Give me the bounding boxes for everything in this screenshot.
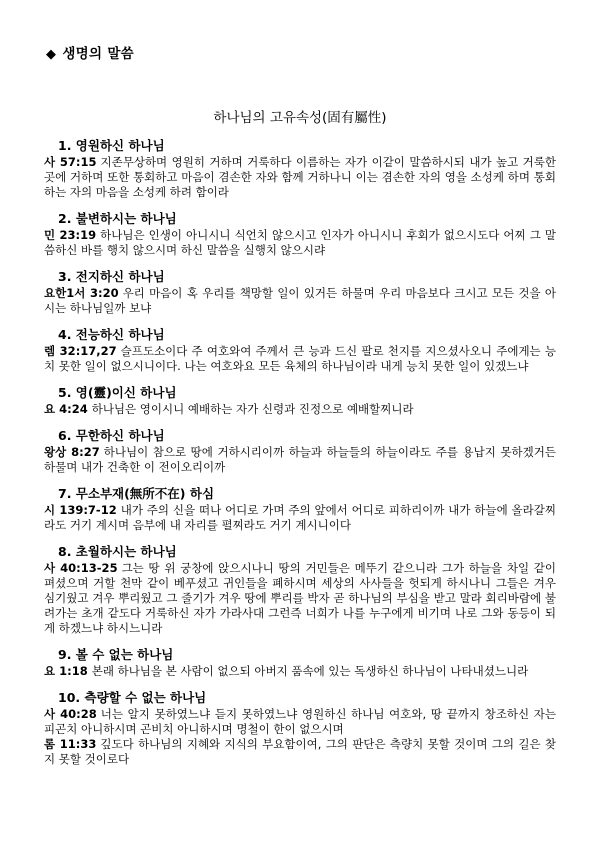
verse	[44, 402, 556, 417]
verse	[44, 737, 556, 767]
attribute-section	[44, 327, 556, 374]
attribute-section	[44, 544, 556, 636]
attribute-section	[44, 211, 556, 258]
section-body	[44, 707, 556, 767]
section-body	[44, 402, 556, 417]
section-heading: 10. 측량할 수 없는 하나님	[58, 690, 207, 705]
verse	[44, 445, 556, 475]
page-title: 하나님의 고유속성(固有屬性)	[213, 110, 387, 126]
verse-text: 하나님이 참으로 땅에 거하시리이까 하늘과 하늘들의 하늘이라도 주를 용납지 못하겠거든 하물며 내가 건축한 이 전이오리이까	[44, 445, 556, 474]
verse-text: 지존무상하며 영원히 거하며 거룩하다 이름하는 자가 이같이 말씀하시되 내가 높고 거룩한 곳에 거하며 또한 통회하고 마음이 겸손한 자와 함께 거하나니 이는 겸손한 자의 영을 소성케 하며 통회하는 자의 마음을 소성케 하려 함이라	[44, 155, 556, 199]
verse-reference: 사 40:28	[44, 707, 97, 721]
attribute-section	[44, 486, 556, 533]
header-label: 생명의 말씀	[62, 46, 135, 62]
section-body	[44, 503, 556, 533]
verse-text: 내가 주의 신을 떠나 어디로 가며 주의 앞에서 어디로 피하리이까 내가 하늘에 올라갈찌라도 거기 계시며 음부에 내 자리를 펼찌라도 거기 계시니이다	[44, 503, 556, 532]
verse	[44, 503, 556, 533]
verse-reference: 왕상 8:27	[44, 445, 100, 459]
attribute-section	[44, 385, 556, 417]
section-heading: 9. 볼 수 없는 하나님	[58, 647, 174, 662]
section-body	[44, 155, 556, 200]
section-body	[44, 286, 556, 316]
section-heading: 7. 무소부재(無所不在) 하심	[58, 486, 215, 501]
attribute-section	[44, 647, 556, 679]
verse-reference: 민 23:19	[44, 228, 97, 242]
attribute-section	[44, 690, 556, 767]
section-body	[44, 445, 556, 475]
attribute-section	[44, 428, 556, 475]
verse-reference: 시 139:7-12	[44, 503, 117, 517]
verse	[44, 228, 556, 258]
verse-text: 본래 하나님을 본 사람이 없으되 아버지 품속에 있는 독생하신 하나님이 나타내셨느니라	[91, 664, 529, 678]
attributes-list	[44, 138, 556, 778]
page-header	[46, 42, 134, 62]
section-body	[44, 561, 556, 636]
verse	[44, 664, 556, 679]
verse-reference: 사 57:15	[44, 155, 97, 169]
verse-text: 너는 알지 못하였느냐 듣지 못하였느냐 영원하신 하나님 여호와, 땅 끝까지 창조하신 자는 피곤치 아니하시며 곤비치 아니하시며 명철이 한이 없으시며	[44, 707, 556, 736]
verse-text: 슬프도소이다 주 여호와여 주께서 큰 능과 드신 팔로 천지를 지으셨사오니 주에게는 능치 못한 일이 없으시니이다. 나는 여호와요 모든 육체의 하나님이라 내게 능치 못한 일이 있겠느냐	[44, 344, 556, 373]
verse-reference: 롬 11:33	[44, 737, 97, 751]
section-heading: 2. 불변하시는 하나님	[58, 211, 177, 226]
verse-reference: 요한1서 3:20	[44, 286, 119, 300]
verse-reference: 사 40:13-25	[44, 561, 118, 575]
verse	[44, 707, 556, 737]
section-heading: 3. 전지하신 하나님	[58, 269, 165, 284]
verse	[44, 561, 556, 636]
section-heading: 1. 영원하신 하나님	[58, 138, 165, 153]
section-heading: 6. 무한하신 하나님	[58, 428, 165, 443]
section-body	[44, 228, 556, 258]
section-heading: 5. 영(靈)이신 하나님	[58, 385, 177, 400]
verse-text: 하나님은 인생이 아니시니 식언치 않으시고 인자가 아니시니 후회가 없으시도다 어찌 그 말씀하신 바를 행치 않으시며 하신 말씀을 실행치 않으시랴	[44, 228, 556, 257]
verse-reference: 렘 32:17,27	[44, 344, 117, 358]
verse	[44, 286, 556, 316]
section-heading: 4. 전능하신 하나님	[58, 327, 165, 342]
diamond-icon: ◆	[46, 47, 57, 62]
verse	[44, 155, 556, 200]
verse-text: 깊도다 하나님의 지혜와 지식의 부요함이여, 그의 판단은 측량치 못할 것이며 그의 길은 찾지 못할 것이로다	[44, 737, 556, 766]
verse-text: 그는 땅 위 궁창에 앉으시나니 땅의 거민들은 메뚜기 같으니라 그가 하늘을 차일 같이 펴셨으며 거할 천막 같이 베푸셨고 귀인들을 폐하시며 세상의 사사들을 헛되게 하시나니 그들은 겨우 심기웠고 겨우 뿌리웠고 그 줄기가 겨우 땅에 뿌리를 박자 곧 하나님의 부심을 받고 말라 회리바람에 불려가는 초개 같도다 거룩하신 자가 가라사대 그런즉 너희가 나를 누구에게 비기며 나로 그와 동등이 되게 하겠느냐 하시느니라	[44, 561, 556, 635]
verse-text: 우리 마음이 혹 우리를 책망할 일이 있거든 하물며 우리 마음보다 크시고 모든 것을 아시는 하나님일까 보냐	[44, 286, 556, 315]
verse	[44, 344, 556, 374]
section-heading: 8. 초월하시는 하나님	[58, 544, 177, 559]
verse-reference: 요 4:24	[44, 402, 88, 416]
section-body	[44, 344, 556, 374]
verse-reference: 요 1:18	[44, 664, 88, 678]
attribute-section	[44, 138, 556, 200]
attribute-section	[44, 269, 556, 316]
section-body	[44, 664, 556, 679]
verse-text: 하나님은 영이시니 예배하는 자가 신령과 진정으로 예배할찌니라	[91, 402, 414, 416]
